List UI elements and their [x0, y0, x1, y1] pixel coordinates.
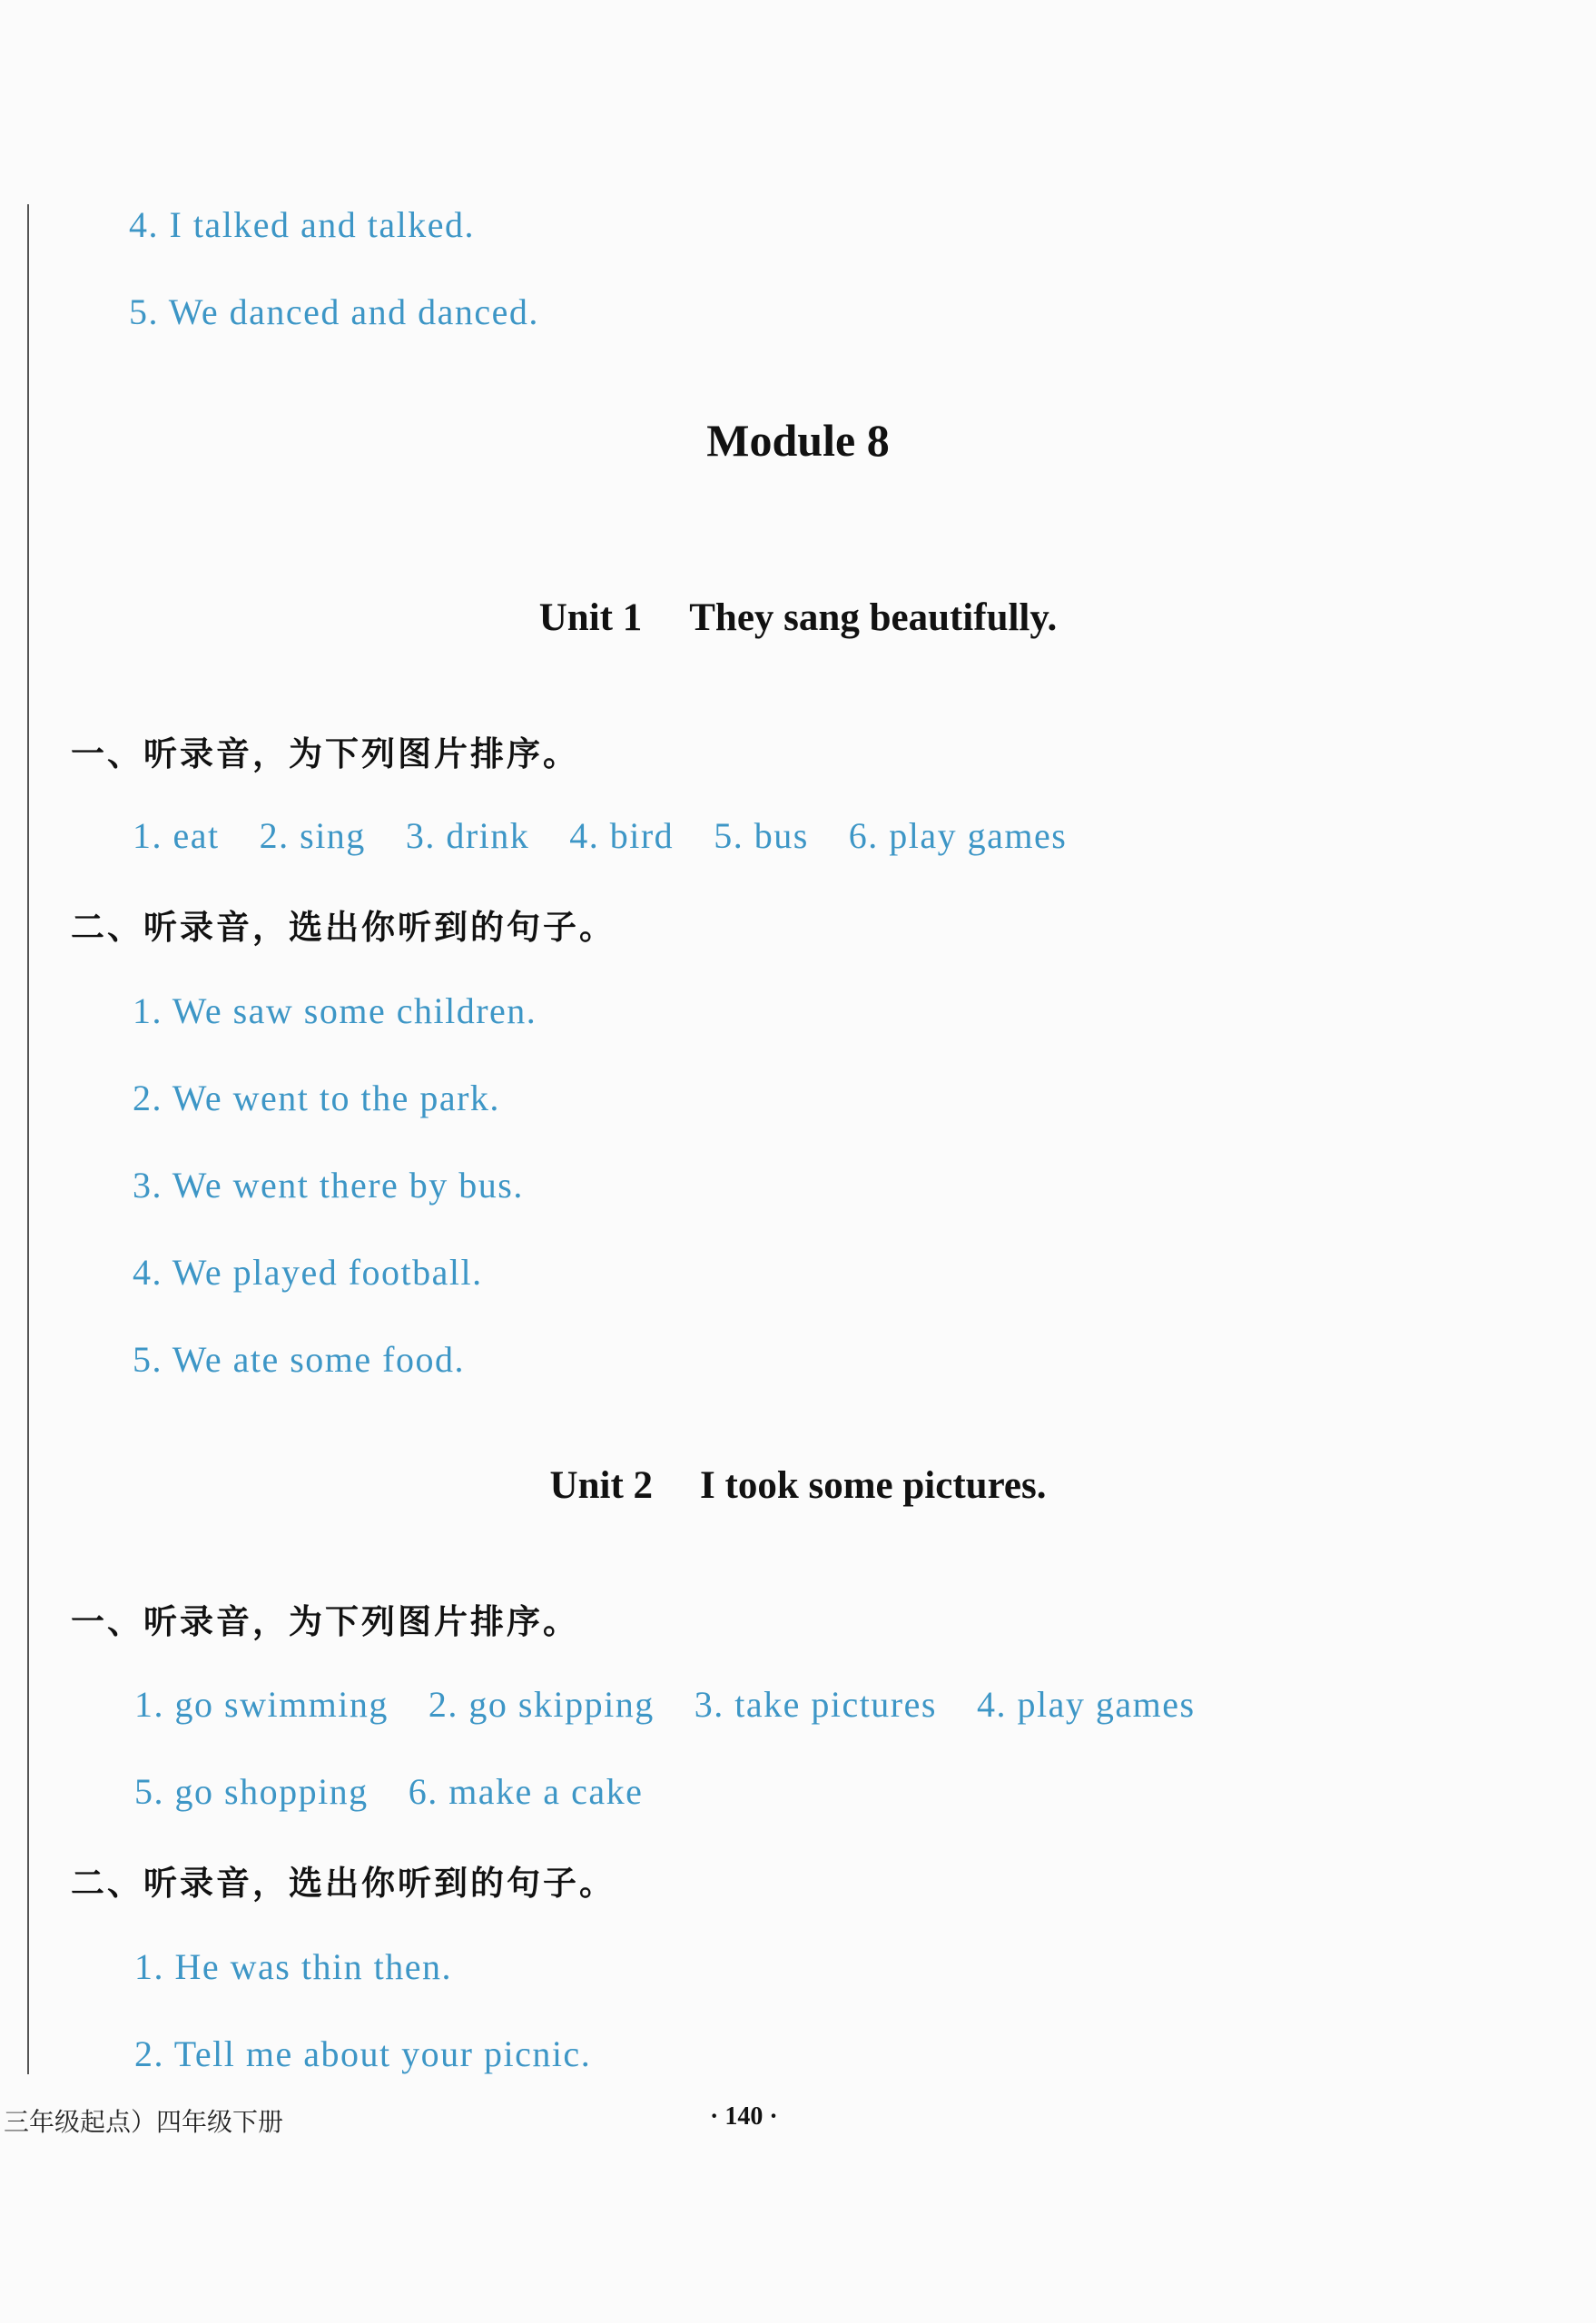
sentence-answer: 1. We saw some children.: [133, 990, 537, 1031]
answer-line: 4. I talked and talked.: [129, 204, 476, 245]
order-item: 6. play games: [848, 815, 1068, 856]
order-item: 4. bird: [569, 815, 675, 856]
order-item: 5. go shopping: [134, 1771, 369, 1812]
order-item: 3. take pictures: [694, 1684, 937, 1725]
order-item: 6. make a cake: [408, 1771, 644, 1812]
order-item: 2. sing: [259, 815, 366, 856]
unit2-section1-heading: 一、听录音，为下列图片排序。: [71, 1602, 579, 1641]
page-number: · 140 ·: [710, 2102, 778, 2131]
unit2-section1-row2: [134, 1770, 643, 1813]
unit2-name: I took some pictures.: [700, 1464, 1047, 1507]
order-item: 2. go skipping: [428, 1684, 655, 1725]
sentence-answer: 2. Tell me about your picnic.: [134, 2033, 592, 2074]
unit1-number: Unit 1: [538, 596, 643, 639]
order-item: 1. eat: [133, 815, 220, 856]
unit1-name: They sang beautifully.: [689, 596, 1058, 639]
order-item: 5. bus: [714, 815, 809, 856]
unit1-section2-heading: 二、听录音，选出你听到的句子。: [71, 908, 616, 947]
unit2-section2-heading: 二、听录音，选出你听到的句子。: [71, 1864, 616, 1903]
unit2-title: [0, 1463, 1596, 1508]
order-item: 4. play games: [976, 1684, 1196, 1725]
sentence-answer: 1. He was thin then.: [134, 1946, 452, 1987]
sentence-answer: 2. We went to the park.: [133, 1078, 500, 1118]
unit1-title: [0, 596, 1596, 640]
answer-line: 5. We danced and danced.: [129, 291, 539, 332]
book-label: 三年级起点）四年级下册: [4, 2107, 284, 2137]
module-title: Module 8: [706, 415, 890, 466]
unit1-section1-items: [133, 814, 1067, 857]
sentence-answer: 4. We played football.: [133, 1252, 483, 1293]
unit2-section1-row1: [134, 1683, 1196, 1726]
sentence-answer: 5. We ate some food.: [133, 1339, 465, 1380]
unit2-number: Unit 2: [549, 1464, 654, 1507]
unit1-section1-heading: 一、听录音，为下列图片排序。: [71, 734, 579, 773]
order-item: 1. go swimming: [134, 1684, 389, 1725]
margin-rule: [27, 204, 29, 2074]
sentence-answer: 3. We went there by bus.: [133, 1165, 524, 1206]
order-item: 3. drink: [405, 815, 530, 856]
